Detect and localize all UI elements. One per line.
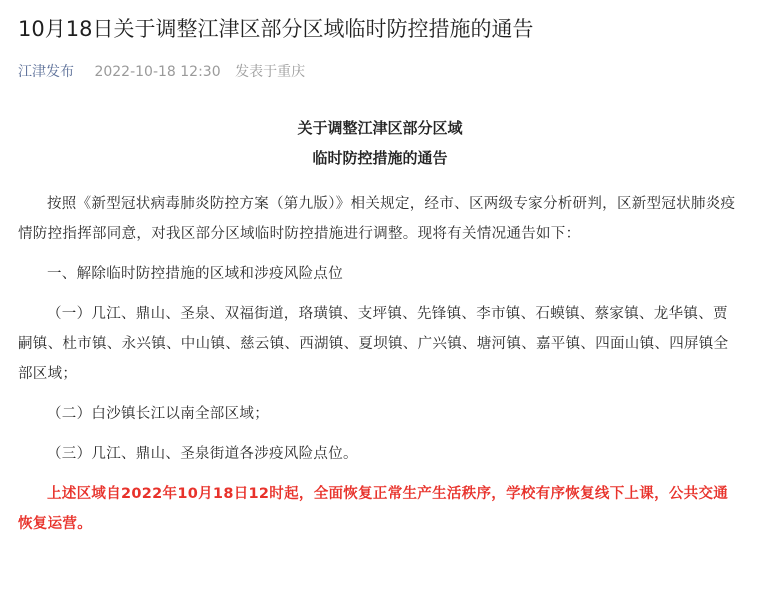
item-3-paragraph: （三）几江、鼎山、圣泉街道各涉疫风险点位。 xyxy=(47,446,358,462)
publish-time: 2022-10-18 12:30 xyxy=(94,64,221,80)
notice-title-line-2: 临时防控措施的通告 xyxy=(312,149,448,167)
publish-location: 发表于重庆 xyxy=(235,64,306,80)
section-1-heading: 一、解除临时防控措施的区域和涉疫风险点位 xyxy=(47,266,343,282)
article-title: 10月18日关于调整江津区部分区域临时防控措施的通告 xyxy=(18,17,534,41)
article-meta xyxy=(18,62,742,82)
item-1-paragraph: （一）几江、鼎山、圣泉、双福街道，珞璜镇、支坪镇、先锋镇、李市镇、石蟆镇、蔡家镇、龙华镇、贾嗣镇、杜市镇、永兴镇、中山镇、慈云镇、西湖镇、夏坝镇、广兴镇、塘河镇、嘉平镇、四面山镇、四屏镇全部区域； xyxy=(18,306,729,382)
notice-title xyxy=(18,113,742,173)
highlight-paragraph: 上述区域自2022年10月18日12时起，全面恢复正常生产生活秩序，学校有序恢复线下上课，公共交通恢复运营。 xyxy=(18,486,729,532)
intro-paragraph: 按照《新型冠状病毒肺炎防控方案（第九版）》相关规定，经市、区两级专家分析研判，区新型冠状肺炎疫情防控指挥部同意，对我区部分区域临时防控措施进行调整。现将有关情况通告如下： xyxy=(18,196,736,242)
item-2-paragraph: （二）白沙镇长江以南全部区域； xyxy=(47,406,269,422)
notice-title-line-1: 关于调整江津区部分区域 xyxy=(297,119,463,137)
author-link[interactable]: 江津发布 xyxy=(18,64,74,80)
